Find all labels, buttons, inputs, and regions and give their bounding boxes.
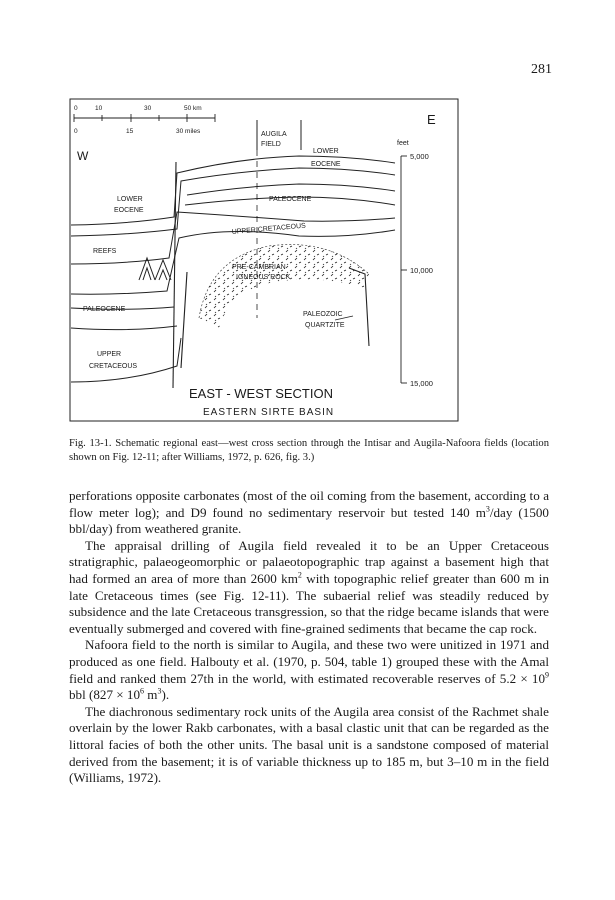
horizon-top-eocene — [71, 156, 395, 225]
field-label-line1: AUGILA — [261, 131, 287, 138]
label-paleocene-left: PALEOCENE — [83, 306, 126, 313]
depth-label-15000: 15,000 — [410, 379, 433, 388]
east-label: E — [427, 112, 436, 127]
cross-section-diagram — [69, 98, 461, 424]
figure-title: EAST - WEST SECTION — [189, 386, 333, 401]
label-lower-eocene-right-2: EOCENE — [311, 161, 341, 168]
scale-km-tick-10: 10 — [95, 105, 103, 112]
horizon-basin-floor — [71, 338, 181, 382]
reef-2 — [155, 260, 171, 280]
label-lower-eocene-left-2: EOCENE — [114, 207, 144, 214]
superscript: 9 — [545, 670, 549, 680]
superscript: 3 — [157, 686, 162, 696]
depth-scale — [397, 140, 433, 388]
paragraph-text: The appraisal drilling of Augila field revealed it to be an Upper Cretaceous stratigraphic, palaeogeomorphic or palaeotopographic trap against a basement high that had formed an area of more than 2600 km — [69, 537, 549, 586]
label-precambrian-1: PRE-CAMBRIAN — [232, 264, 286, 271]
label-precambrian-2: IGNEOUS ROCK — [236, 274, 291, 281]
scale-mile-tick-15: 15 — [126, 128, 134, 135]
horizon-upper-cretaceous-top — [71, 212, 395, 264]
scale-km-tick-0: 0 — [74, 105, 78, 112]
horizon-paleocene-left-base — [71, 326, 177, 330]
field-label-line2: FIELD — [261, 141, 281, 148]
feet-label: feet — [397, 140, 409, 147]
figure-subtitle: EASTERN SIRTE BASIN — [203, 407, 335, 418]
page-number: 281 — [531, 62, 552, 77]
west-label: W — [77, 149, 89, 163]
horizon-paleocene-top — [187, 184, 395, 195]
label-lower-eocene-right-1: LOWER — [313, 148, 339, 155]
paragraph-text: The diachronous sedimentary rock units of the Augila area consist of the Rachmet shale overlain by the lower Rakb carbonates, with a basal clastic unit that can be regarded as the littoral facies of both the other units. The basal unit is a sandstone composed of material derived from the basement; it is of variable thickness up to 185 m, but 3–10 m in the field (Williams, 1972). — [69, 703, 549, 786]
label-paleocene-center: PALEOCENE — [269, 196, 312, 203]
caption-text: Schematic regional east—west cross section through the Intisar and Augila-Nafoora fields (location shown on Fig. 12-11; after Williams, 1972, p. 626, fig. 3.) — [69, 438, 549, 463]
paragraph-text: ). — [161, 687, 170, 703]
superscript: 3 — [485, 504, 490, 514]
depth-label-5000: 5,000 — [410, 152, 429, 161]
label-paleozoic-1: PALEOZOIC — [303, 311, 343, 318]
paragraph-text: bbl (827 × 10 — [69, 687, 141, 703]
label-upper-cretaceous-left-1: UPPER — [97, 351, 122, 358]
body-paragraph — [69, 704, 549, 787]
body-paragraph — [69, 538, 549, 638]
caption-number: Fig. 13-1. — [69, 438, 112, 449]
label-paleozoic-2: QUARTZITE — [305, 322, 345, 329]
paragraph-text: with topographic relief greater than 600 m in late Cretaceous times (see Fig. 12-11). The subaerial relief was steadily reduced by subsidence and the late Cretaceous transgression, so that the ridge became islands that were eventually submerged and covered with fine-grained sediments that became the cap rock. — [69, 570, 549, 636]
fault-step — [181, 272, 187, 368]
scale-km-tick-30: 30 — [144, 105, 152, 112]
body-paragraph — [69, 488, 549, 538]
scale-mile-tick-30: 30 miles — [176, 128, 201, 135]
depth-label-10000: 10,000 — [410, 266, 433, 275]
label-upper-cretaceous-center: UPPER CRETACEOUS — [231, 222, 307, 236]
scale-mile-tick-0: 0 — [74, 128, 78, 135]
igneous-basement — [199, 245, 369, 328]
body-paragraph — [69, 637, 549, 703]
paragraph-text: Nafoora field to the north is similar to Augila, and these two were unitized in 1971 and produced as one field. Halbouty et al. (1970, p. 504, table 1) grouped these with the Amal field and ranked them 27th in the world, with estimated recoverable reserves of 5.2 × 10 — [69, 637, 549, 686]
paragraph-text: m — [144, 687, 158, 703]
body-text — [69, 488, 549, 787]
cross-section-figure — [69, 98, 461, 424]
label-reefs: REEFS — [93, 248, 117, 255]
scale-km-tick-50: 50 km — [184, 105, 202, 112]
superscript: 2 — [297, 570, 302, 580]
figure-caption — [69, 437, 549, 465]
superscript: 6 — [140, 686, 145, 696]
paragraph-text: /day (1500 bbl/day) from weathered granite. — [69, 504, 549, 537]
paragraph-text: perforations opposite carbonates (most of the oil coming from the basement, according to a flow meter log); and D9 found no sedimentary reservoir but tested 140 m — [69, 488, 549, 520]
label-upper-cretaceous-left-2: CRETACEOUS — [89, 363, 138, 370]
scale-bar — [74, 105, 215, 135]
fault-main — [173, 162, 176, 388]
label-lower-eocene-left-1: LOWER — [117, 196, 143, 203]
